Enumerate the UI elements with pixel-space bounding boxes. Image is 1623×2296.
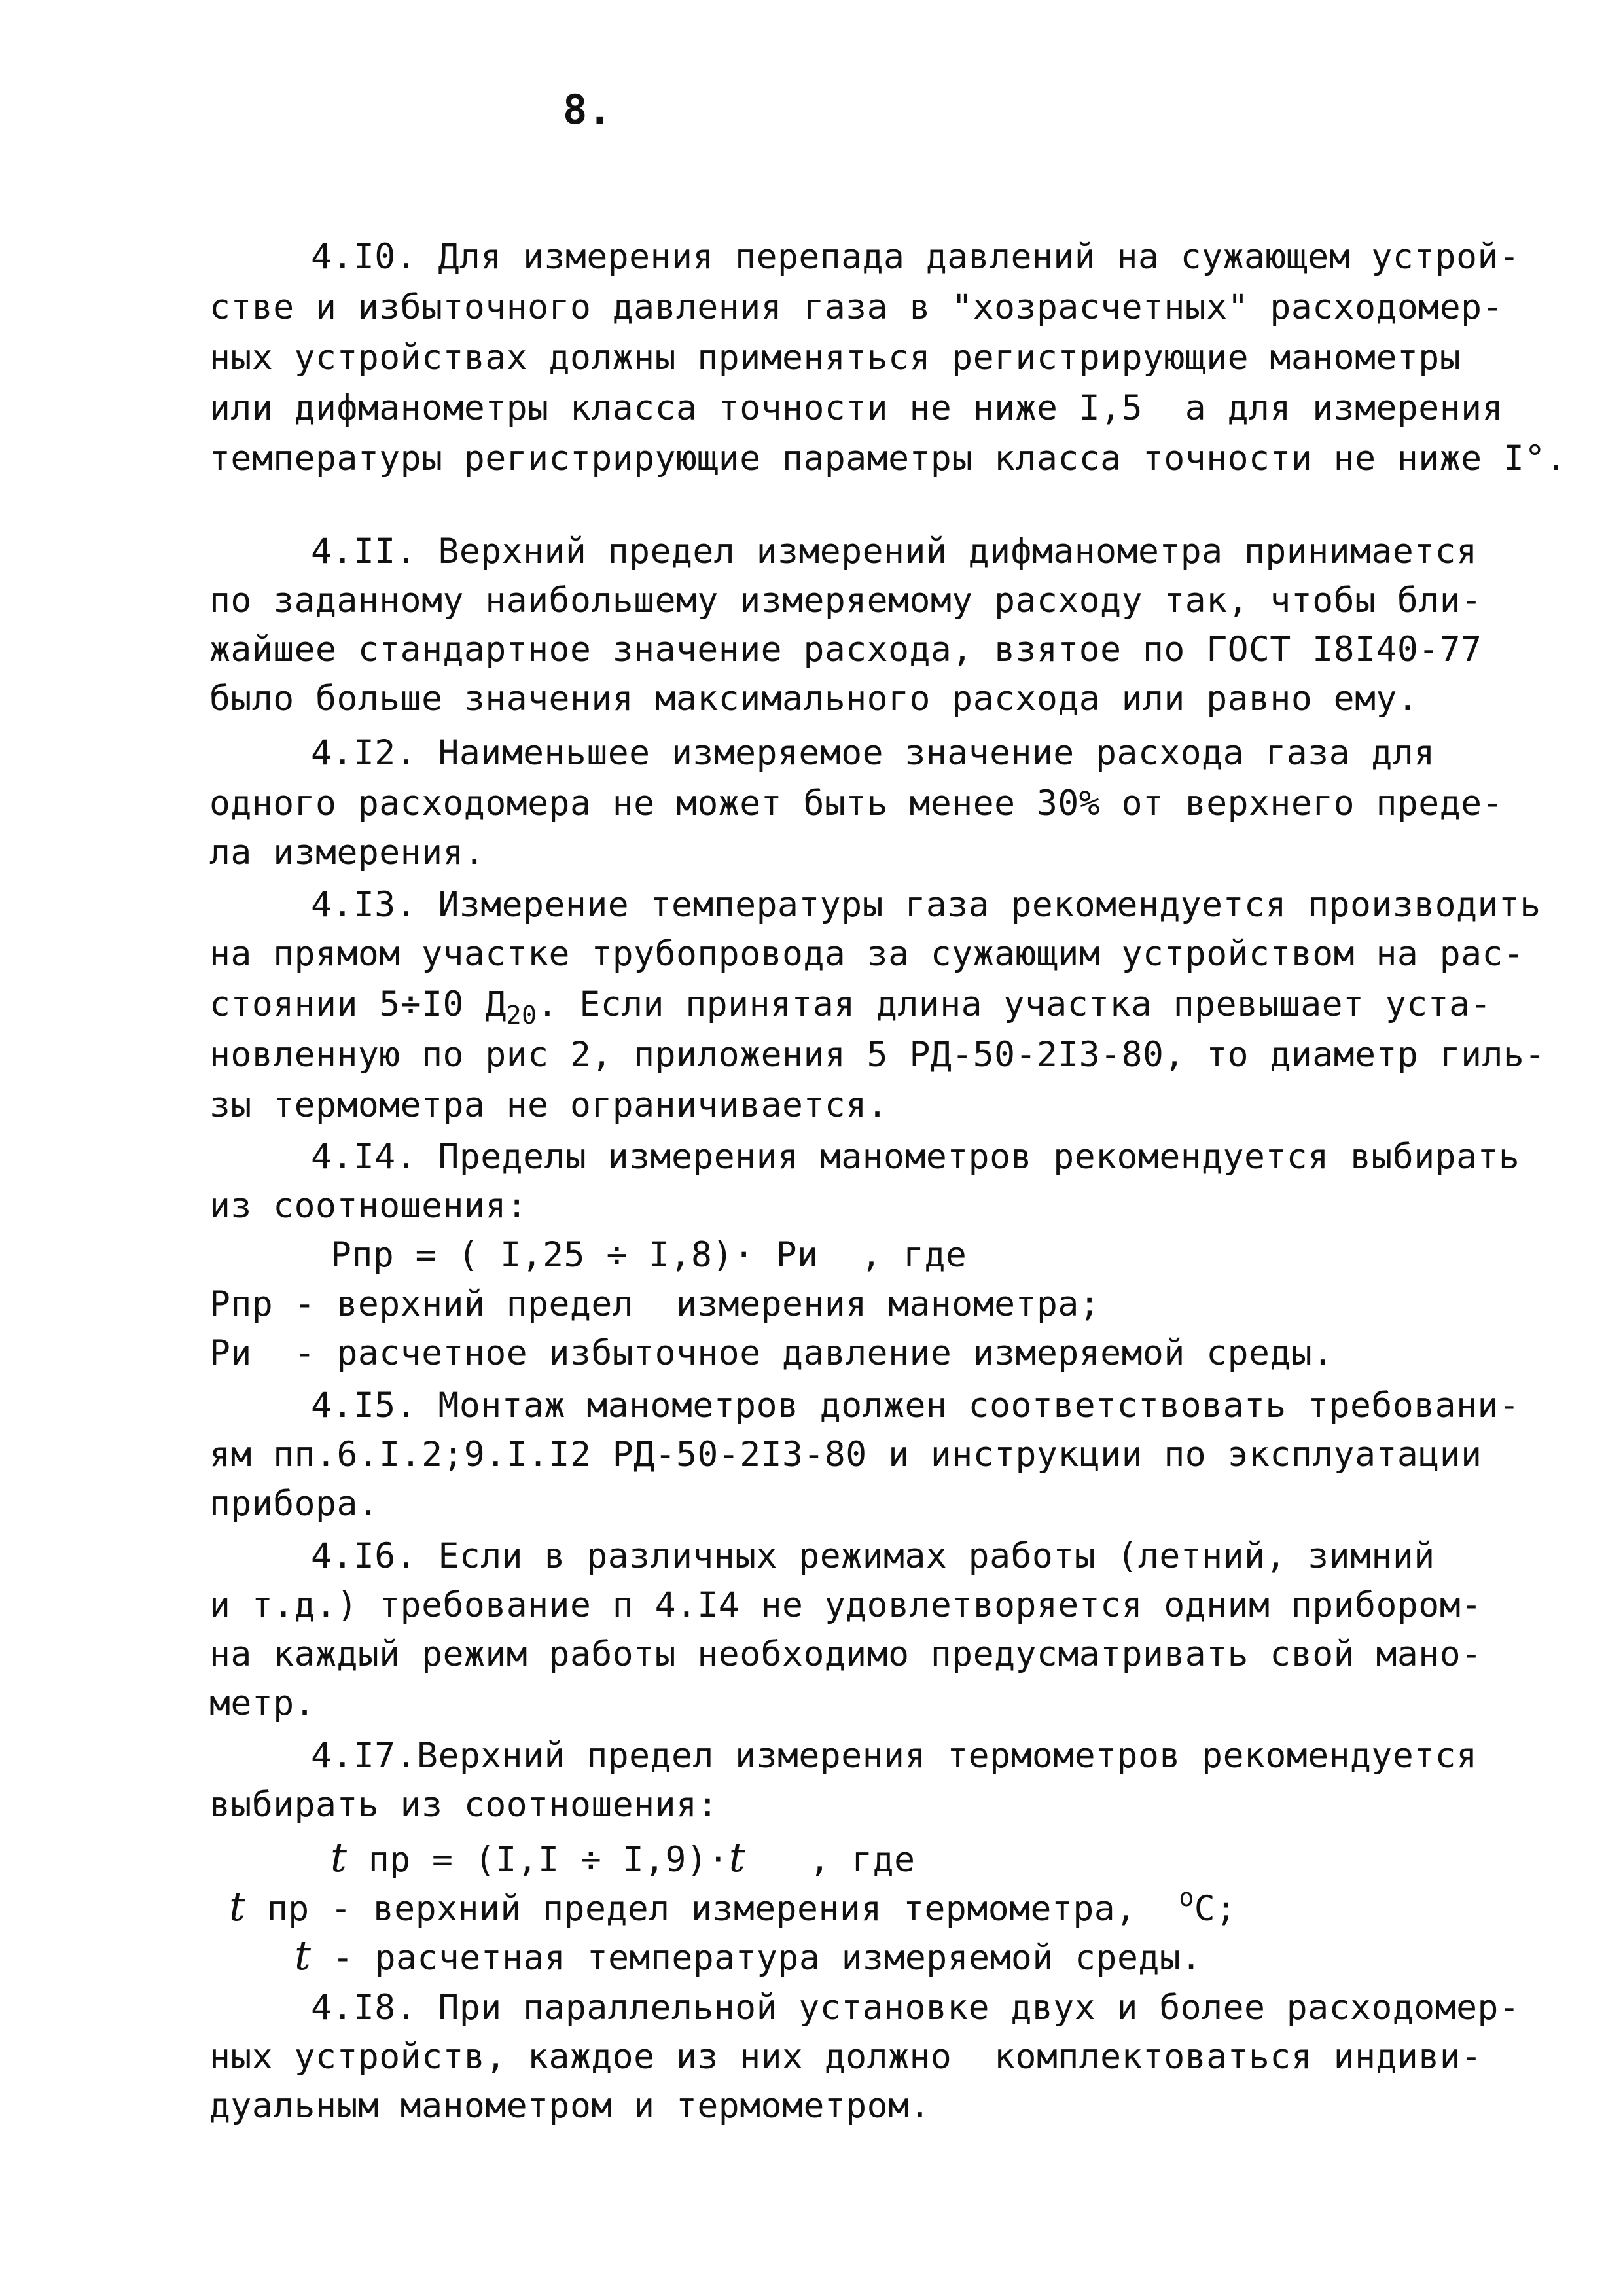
p4-16-line-2: и т.д.) требование п 4.I4 не удовлетворяется одним прибором- <box>209 1585 1482 1625</box>
p4-17-formula-part-a: пр = (I,I ÷ I,9)· <box>347 1840 729 1880</box>
p4-13-line-5: зы термометра не ограничивается. <box>209 1085 889 1125</box>
p4-12-line-3: ла измерения. <box>209 833 486 872</box>
p4-12-line-2: одного расходомера не может быть менее 30% от верхнего преде- <box>209 783 1503 823</box>
p4-11-line-2: по заданному наибольшему измеряемому расходу так, чтобы бли- <box>209 581 1482 620</box>
p4-18-line-3: дуальным манометром и термометром. <box>209 2086 931 2126</box>
p4-14-line-1: 4.I4. Пределы измерения манометров рекомендуется выбирать <box>311 1137 1520 1177</box>
p4-17-line-1: 4.I7.Верхний предел измерения термометров рекомендуется <box>311 1736 1478 1776</box>
p4-13-line-3-pre: стоянии 5÷I0 Д <box>209 984 507 1024</box>
p4-11-line-1: 4.II. Верхний предел измерений дифманометра принимается <box>311 531 1478 571</box>
p4-16-line-3: на каждый режим работы необходимо предусматривать свой мано- <box>209 1634 1482 1674</box>
p4-18-line-2: ных устройств, каждое из них должно комплектоваться индиви- <box>209 2037 1482 2077</box>
p4-10-line-3: ных устройствах должны применяться регистрирующие манометры <box>209 338 1461 378</box>
t-symbol: t <box>330 1833 348 1881</box>
p4-17-formula-part-b: , где <box>745 1840 916 1880</box>
p4-10-line-1: 4.I0. Для измерения перепада давлений на сужающем устрой- <box>311 237 1520 277</box>
p4-13-line-3-subscript: 20 <box>506 1001 537 1030</box>
p4-17-definition-1-text: пр - верхний предел измерения термометра, <box>245 1889 1179 1929</box>
page-number: 8. <box>563 86 613 134</box>
degree-superscript: о <box>1179 1883 1194 1912</box>
p4-15-line-3: прибора. <box>209 1484 380 1524</box>
p4-18-line-1: 4.I8. При параллельной установке двух и более расходомер- <box>311 1988 1520 2028</box>
p4-11-line-3: жайшее стандартное значение расхода, взятое по ГОСТ I8I40-77 <box>209 630 1482 670</box>
p4-16-line-1: 4.I6. Если в различных режимах работы (летний, зимний <box>311 1536 1435 1576</box>
t-symbol: t <box>229 1882 246 1930</box>
p4-14-formula: Рпр = ( I,25 ÷ I,8)· Ри , где <box>330 1235 967 1275</box>
p4-17-definition-1-unit: С; <box>1194 1889 1237 1929</box>
t-symbol: t <box>294 1931 312 1979</box>
p4-17-definition-1 <box>229 1882 1237 1933</box>
t-symbol: t <box>728 1833 746 1881</box>
p4-13-line-3 <box>209 980 1491 1029</box>
p4-14-definition-1: Рпр - верхний предел измерения манометра; <box>209 1284 1101 1324</box>
p4-14-line-2: из соотношения: <box>209 1186 528 1226</box>
p4-16-line-4: метр. <box>209 1683 316 1723</box>
p4-13-line-3-post: . Если принятая длина участка превышает уста- <box>537 984 1491 1024</box>
p4-10-line-2: стве и избыточного давления газа в "хозрасчетных" расходомер- <box>209 287 1503 327</box>
p4-15-line-1: 4.I5. Монтаж манометров должен соответствовать требовани- <box>311 1386 1520 1426</box>
p4-10-line-4: или дифманометры класса точности не ниже I,5 а для измерения <box>209 388 1503 428</box>
p4-17-formula <box>330 1833 915 1884</box>
p4-13-line-4: новленную по рис 2, приложения 5 РД-50-2I3-80, то диаметр гиль- <box>209 1035 1546 1075</box>
p4-17-definition-2 <box>294 1931 1202 1982</box>
p4-17-line-2: выбирать из соотношения: <box>209 1785 719 1825</box>
p4-14-definition-2: Ри - расчетное избыточное давление измеряемой среды. <box>209 1333 1334 1373</box>
p4-13-line-1: 4.I3. Измерение температуры газа рекомендуется производить <box>311 885 1541 925</box>
p4-13-line-2: на прямом участке трубопровода за сужающим устройством на рас- <box>209 934 1525 974</box>
p4-17-definition-2-text: - расчетная температура измеряемой среды. <box>311 1938 1202 1978</box>
p4-11-line-4: было больше значения максимального расхода или равно ему. <box>209 679 1419 719</box>
p4-15-line-2: ям пп.6.I.2;9.I.I2 РД-50-2I3-80 и инструкции по эксплуатации <box>209 1435 1482 1475</box>
p4-12-line-1: 4.I2. Наименьшее измеряемое значение расхода газа для <box>311 733 1435 773</box>
p4-10-line-5: температуры регистрирующие параметры класса точности не ниже I°. <box>209 439 1567 478</box>
